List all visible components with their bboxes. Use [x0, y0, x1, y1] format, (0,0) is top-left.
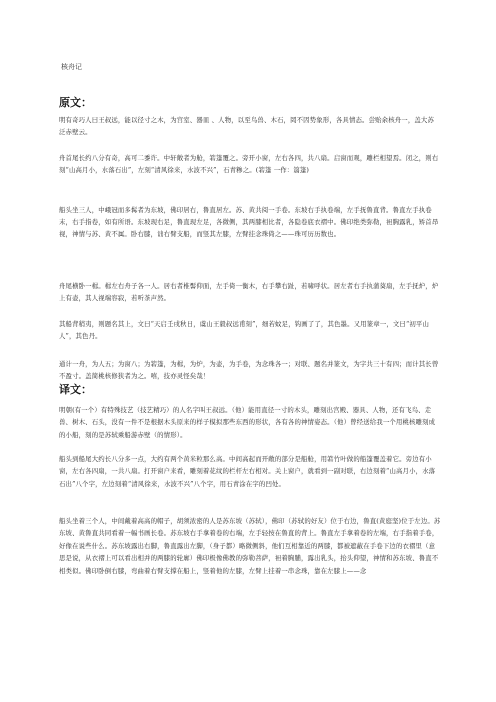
- original-paragraph: 明有奇巧人曰王叔远，能以径寸之木，为宫室、器皿 、人物，以至鸟兽、木石，罔不因势象形，各具情态。尝贻余核舟一，盖大苏泛赤壁云。: [59, 116, 434, 136]
- original-paragraph: 舟尾横卧一楫。楫左右舟子各一人。居右者椎髻仰面，左手倚一衡木，右手攀右趾，若啸呼状。居左者右手执蒲葵扇，左手抚炉，炉上有壶，其人视端容寂，若听茶声然。: [59, 282, 439, 302]
- original-paragraph: 其船背稍夷，则题名其上，文曰“天启壬戌秋日，虞山王毅叔远甫刻”，细若蚊足，钩画了了，其色墨。又用篆章一，文曰“初平山人”，其色丹。: [59, 320, 429, 340]
- translation-paragraph: 船头到船尾大约长八分多一点，大约有两个黄米粒那么高。中间高起而开敞的部分是船舱，用箬竹叶做的船篷覆盖着它。旁边有小窗，左右各四扇，一共八扇。打开窗户来看，雕刻着花纹的栏杆左右相对。关上窗户，就看到一副对联，右边刻着“山高月小，水落石出”八个字，左边刻着“清风徐来，水波不兴”八个字，用石青涂在字的凹处。: [59, 455, 436, 488]
- original-paragraph: 船头坐三人，中峨冠而多髯者为东坡，佛印居右，鲁直居左。苏、黄共阅一手卷。东坡右手执卷端，左手抚鲁直背。鲁直左手执卷末，右手指卷，如有所语。东坡现右足，鲁直现左足，各微侧，其两膝相比者，各隐卷底衣褶中。佛印绝类弥勒，袒胸露乳，矫首昂视，神情与苏、黄不属。卧右膝，诎右臂支船，而竖其左膝，左臂挂念珠倚之——珠可历历数也。: [59, 206, 439, 238]
- translation-paragraph: 船头坐着三个人，中间戴着高高的帽子，胡须浓密的人是苏东坡（苏轼），佛印（苏轼的好友）位于右边，鲁直(黄庭坚)位于左边。苏东坡、黄鲁直共同看着一幅书画长卷。苏东坡右手拿着卷的右端，左手轻按在鲁直的背上。鲁直左手拿着卷的左端，右手指着手卷，好像在说些什么。苏东坡露出右脚，鲁直露出左脚，（身子都）略微侧斜，他们互相靠近的两膝，都被遮蔽在手卷下边的衣褶里（意思是说，从衣褶上可以看出相并的两膝的轮廓）佛印极像佛教的弥勒菩萨，袒着胸脯，露出乳头，抬头仰望，神情和苏东坡、鲁直不相类似。佛印卧倒右膝，弯曲着右臂支撑在船上，竖着他的左膝，左臂上挂着一串念珠，靠在左膝上——念: [59, 517, 441, 575]
- original-text-heading: 原文：: [59, 96, 92, 109]
- translation-paragraph: 明朝(有一个）有特殊技艺（技艺精巧）的人名字叫王叔远。（他）能用直径一寸的木头，雕刻出宫殿、器具、人物，还有飞鸟、走兽、树木、石头，没有一件不是根据木头原来的样子模拟那些东西的形状，各有各的神情姿态。（他）曾经送给我一个用桃核雕刻成的小船，刻的是苏轼乘船游赤壁（的情形）。: [59, 406, 436, 439]
- original-paragraph: 舟首尾长约八分有奇，高可二黍许。中轩敞者为舱，箬篷覆之。旁开小窗，左右各四，共八扇。启窗而观，雕栏相望焉。闭之，则右刻“山高月小，水落石出”，左刻“清风徐来，水波不兴”，石青糁之。(箬篷 一作：篛篷): [59, 154, 439, 174]
- translation-heading: 译文：: [59, 383, 92, 396]
- document-title: 核舟记: [61, 63, 82, 71]
- original-paragraph: 通计一舟，为人五；为窗八；为箬篷，为楫，为炉，为壶，为手卷，为念珠各一；对联、题名并篆文，为字共三十有四；而计其长曾不盈寸。盖简桃核修狭者为之。嘻，技亦灵怪矣哉！: [59, 360, 439, 380]
